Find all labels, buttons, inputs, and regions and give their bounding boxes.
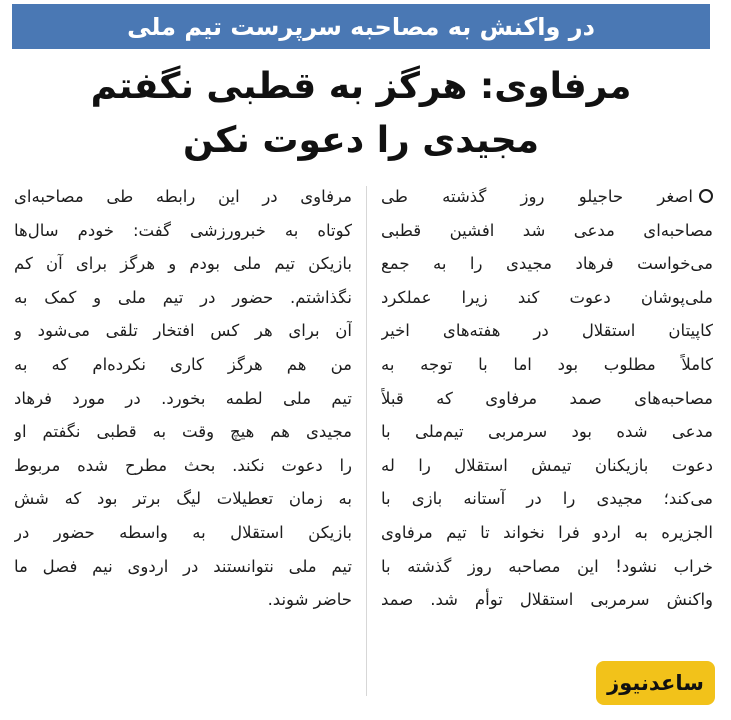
column-line: واکنش سرمربی استقلال توأم شد. صمد	[381, 590, 713, 610]
column-line: الجزیره به اردو فرا نخواند تا تیم مرفاوی	[381, 522, 713, 542]
column-line: مصاحبه‌های صمد مرفاوی که قبلاً	[381, 388, 713, 408]
column-line: حاضر شوند.	[267, 590, 352, 610]
column-line: ملی‌پوشان دعوت کند زیرا عملکرد	[381, 287, 713, 307]
column-line: نگذاشتم. حضور در تیم ملی و کمک به	[14, 287, 352, 307]
column-line: من هم هرگز کاری نکرده‌ام که به	[14, 354, 352, 374]
column-line: کاپیتان استقلال در هفته‌های اخیر	[381, 321, 713, 341]
kicker-banner: در واکنش به مصاحبه سرپرست تیم ملی	[12, 4, 710, 49]
column-line: دعوت بازیکنان تیمش استقلال را له	[381, 455, 713, 475]
column-line: مدعی شده بود سرمربی تیم‌ملی با	[381, 422, 713, 442]
saednews-logo-watermark: ساعدنیوز	[596, 661, 715, 705]
column-line: خراب نشود! این مصاحبه روز گذشته با	[381, 556, 713, 576]
headline-line-2: مجیدی را دعوت نکن	[182, 120, 540, 161]
column-line: آن برای هر کس افتخار تلقی می‌شود و	[14, 321, 352, 341]
column-line: بازیکن استقلال به واسطه حضور در	[14, 522, 352, 542]
column-line: به زمان تعطیلات لیگ برتر بود که شش	[14, 489, 352, 509]
column-line: اصغر حاجیلو روز گذشته طی	[381, 180, 713, 214]
column-line: را دعوت نکند. بحث مطرح شده مربوط	[14, 455, 352, 475]
column-line: می‌خواست فرهاد مجیدی را به جمع	[381, 254, 713, 274]
column-line: تیم ملی نتوانستند در اردوی نیم فصل ما	[14, 556, 352, 576]
column-divider	[366, 186, 367, 696]
column-line: کاملاً مطلوب بود اما با توجه به	[381, 354, 713, 374]
column-line: تیم ملی لطمه بخورد. در مورد فرهاد	[14, 388, 352, 408]
article-column-right	[381, 180, 713, 617]
article-column-left	[14, 180, 352, 617]
column-line: مرفاوی در این رابطه طی مصاحبه‌ای	[14, 187, 352, 206]
bullet-circle-icon	[699, 189, 713, 203]
column-line: می‌کند؛ مجیدی را در آستانه بازی با	[381, 489, 713, 509]
column-line: مجیدی هم هیچ وقت به قطبی نگفتم او	[14, 422, 352, 442]
headline-line-1: مرفاوی: هرگز به قطبی نگفتم	[90, 66, 632, 107]
headline	[12, 60, 710, 168]
column-line: کوتاه به خبرورزشی گفت: خودم سال‌ها	[14, 220, 352, 240]
column-line: مصاحبه‌ای مدعی شد افشین قطبی	[381, 220, 713, 240]
column-line: بازیکن تیم ملی بودم و هرگز برای آن کم	[14, 254, 352, 274]
